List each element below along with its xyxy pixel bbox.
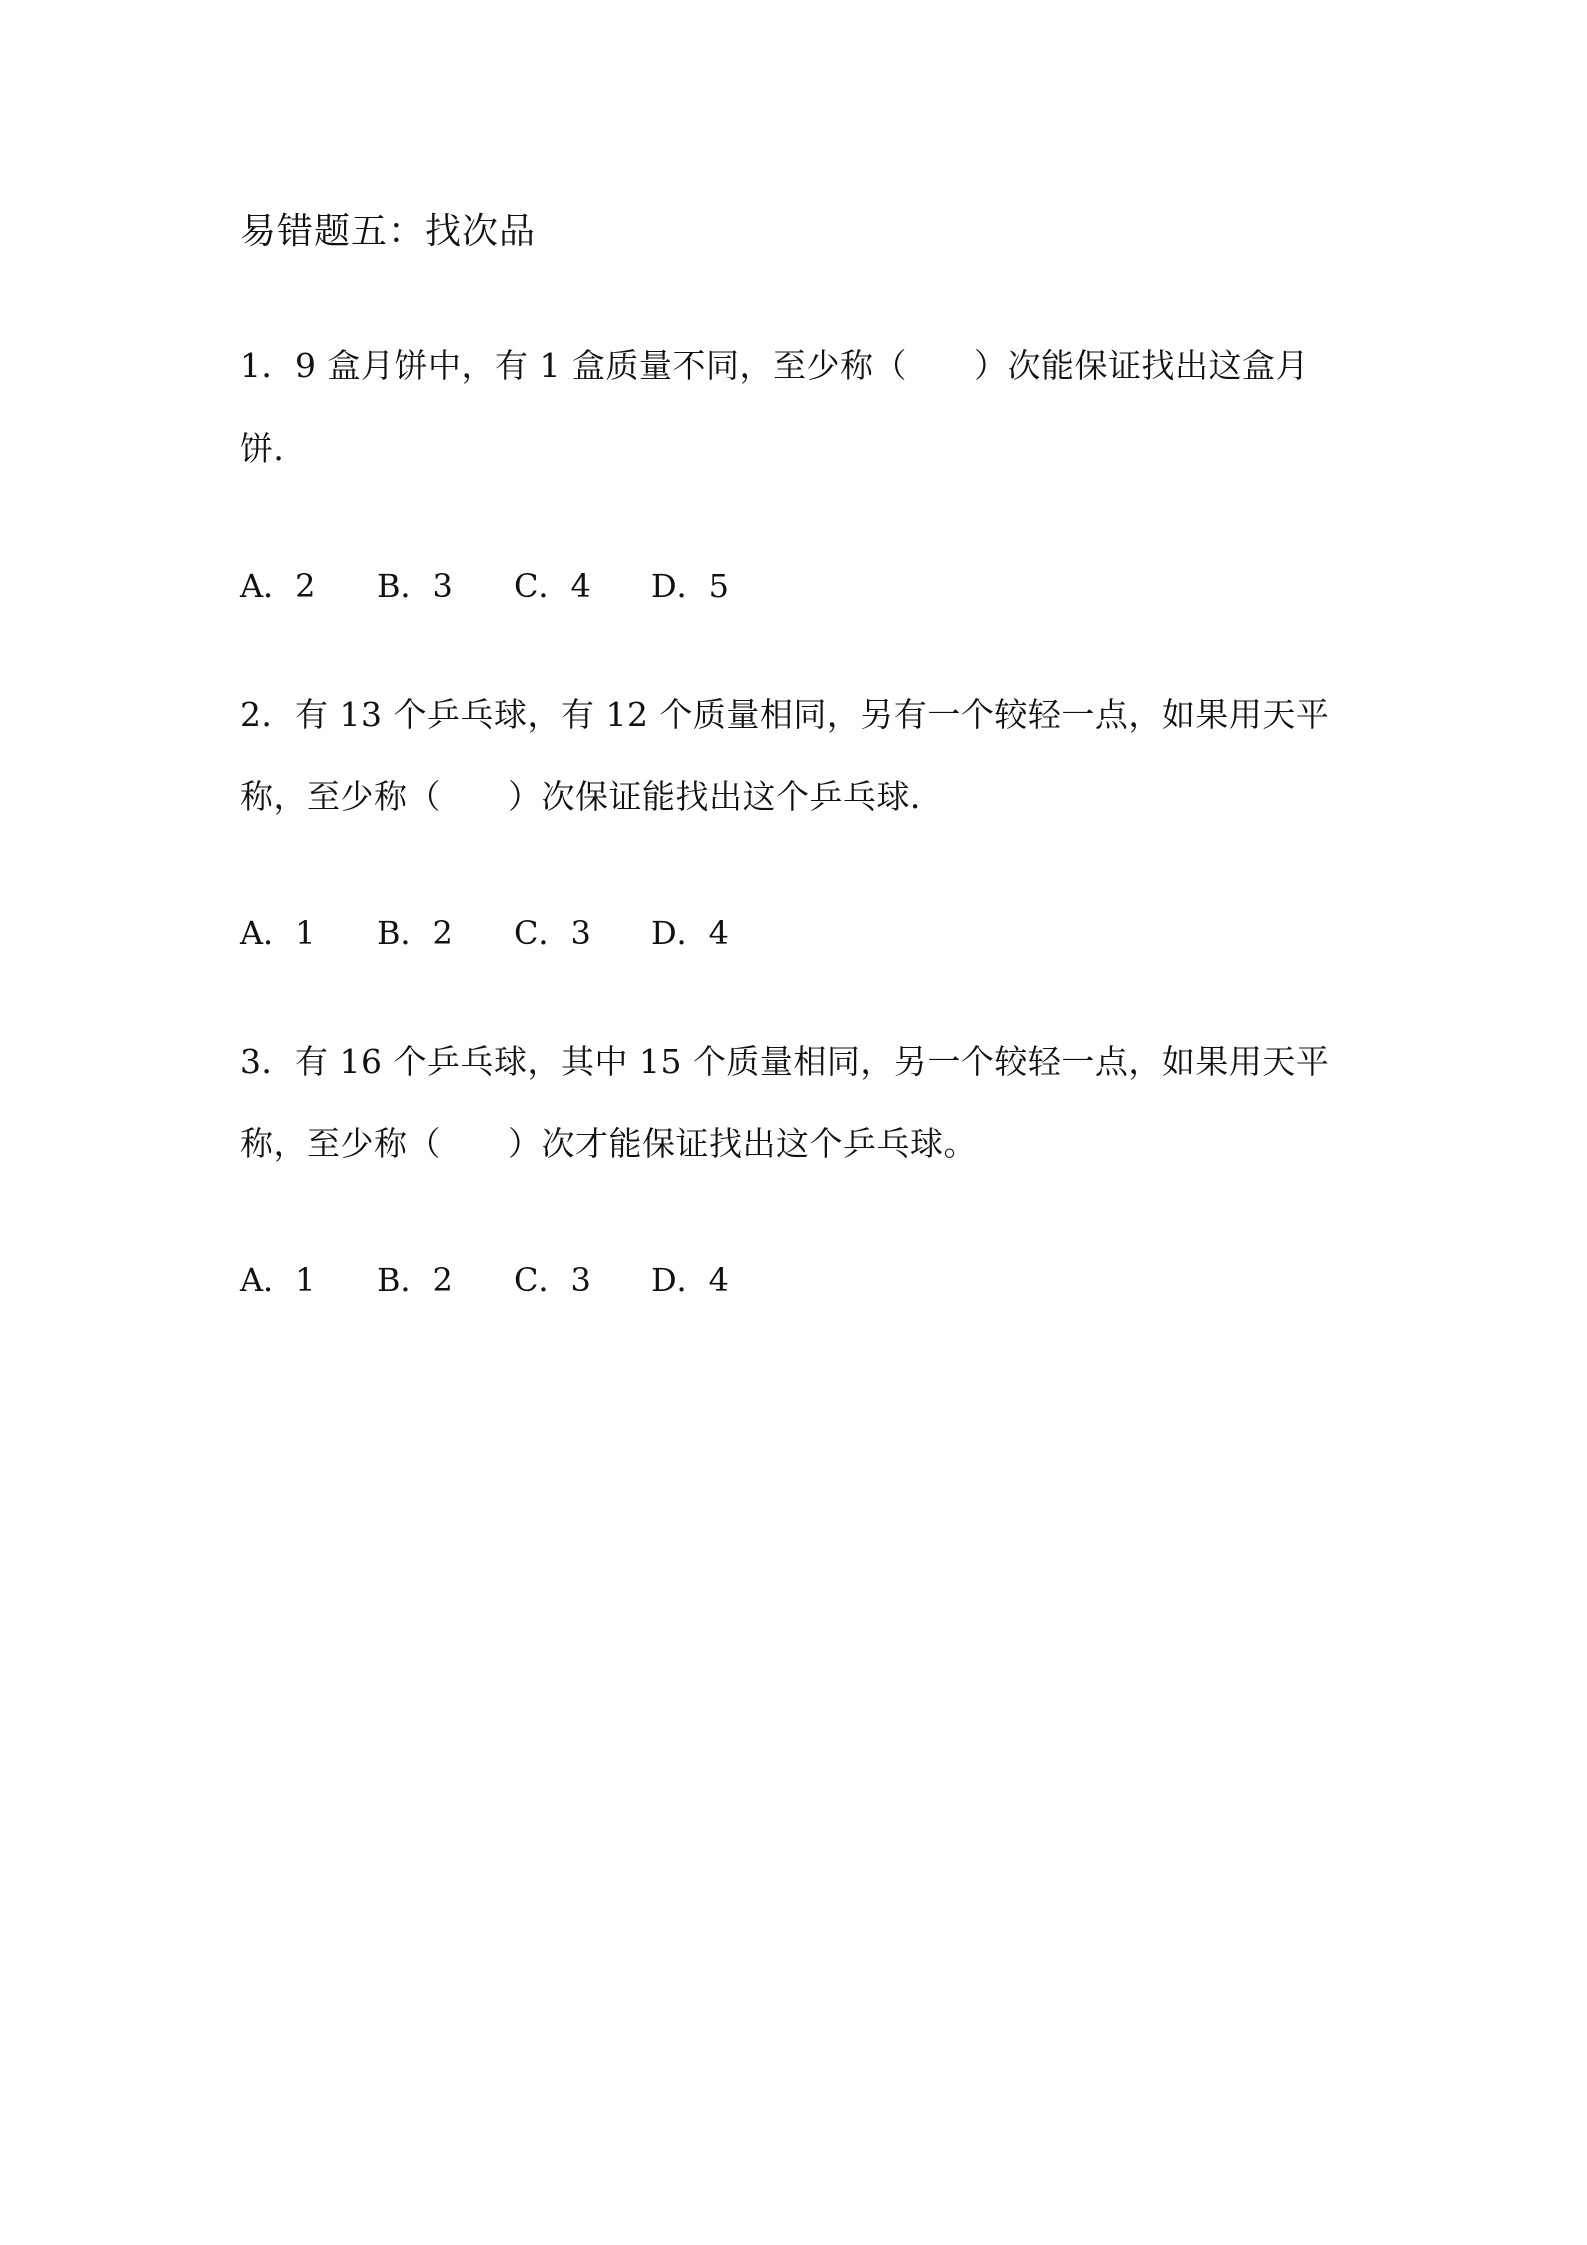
question-2-options	[240, 911, 729, 955]
question-2-line-1: 2．有 13 个乒乓球，有 12 个质量相同，另有一个较轻一点，如果用天平	[240, 695, 1330, 734]
question-2-line-2: 称，至少称（ ）次保证能找出这个乒乓球．	[240, 777, 944, 816]
question-1-line-2: 饼．	[240, 429, 307, 468]
question-3-option-a: A．1	[240, 1261, 316, 1299]
question-3-option-b: B．2	[377, 1261, 453, 1299]
question-3-line-2: 称，至少称（ ）次才能保证找出这个乒乓球。	[240, 1124, 977, 1163]
question-3-options	[240, 1258, 729, 1302]
question-1-option-a: A．2	[240, 567, 316, 605]
question-3-option-d: D．4	[651, 1261, 730, 1299]
question-2-option-a: A．1	[240, 914, 316, 952]
question-3-line-1: 3．有 16 个乒乓球，其中 15 个质量相同，另一个较轻一点，如果用天平	[240, 1042, 1330, 1081]
question-2-option-c: C．3	[514, 914, 591, 952]
page-title: 易错题五：找次品	[240, 211, 537, 252]
question-1-options	[240, 564, 729, 608]
question-1-option-c: C．4	[514, 567, 591, 605]
question-1-line-1: 1．9 盒月饼中，有 1 盒质量不同，至少称（ ）次能保证找出这盒月	[240, 346, 1309, 385]
question-1-option-d: D．5	[651, 567, 730, 605]
question-2-option-d: D．4	[651, 914, 730, 952]
question-3-option-c: C．3	[514, 1261, 591, 1299]
question-2-option-b: B．2	[377, 914, 453, 952]
question-1-option-b: B．3	[377, 567, 453, 605]
